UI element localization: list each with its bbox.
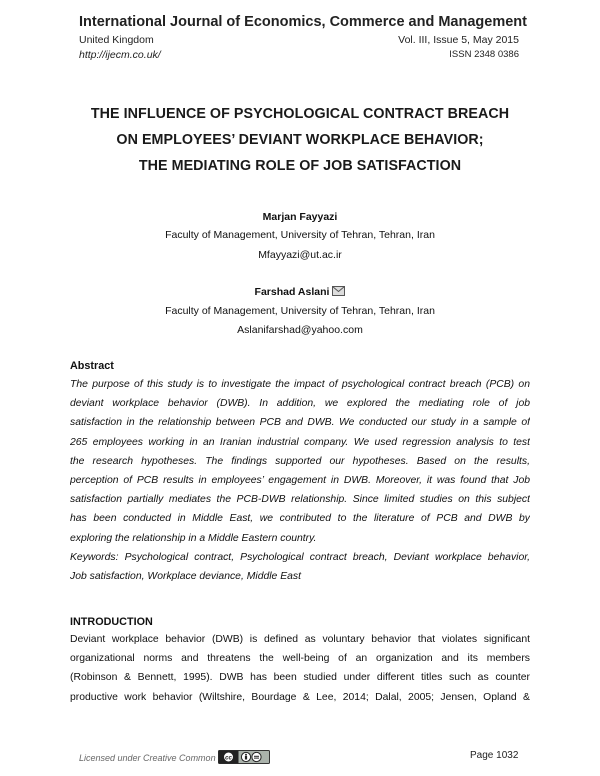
header-row-2 (79, 49, 519, 61)
license-text: Licensed under Creative Common (79, 753, 216, 763)
keywords-line: Keywords: Psychological contract, Psychological contract breach, Deviant workplace behavior, (70, 551, 530, 563)
author-email[interactable]: Aslanifarshad@yahoo.com (237, 324, 363, 336)
abstract-heading: Abstract (70, 360, 114, 372)
license-notice (79, 750, 270, 764)
abstract-line: satisfaction partially mediates the PCB-DWB relationship. Since limited studies on this subject (70, 494, 530, 506)
author-affiliation: Faculty of Management, University of Tehran, Tehran, Iran (165, 229, 435, 241)
journal-country: United Kingdom (79, 34, 154, 46)
abstract-line: exploring the relationship in a Middle Eastern country. (70, 532, 317, 544)
author-name: Farshad Aslani (254, 286, 330, 298)
paper-title-line-2: ON EMPLOYEES’ DEVIANT WORKPLACE BEHAVIOR; (116, 132, 484, 148)
introduction-line: productive work behavior (Wiltshire, Bourdage & Lee, 2014; Dalal, 2005; Jensen, Opland & (70, 691, 530, 703)
author-email[interactable]: Mfayyazi@ut.ac.ir (258, 249, 342, 261)
introduction-line: organizational norms and threatens the well-being of an organization and its members (70, 653, 530, 665)
abstract-line: has been conducted in Middle East, we contributed to the literature of PCB and DWB by (70, 513, 530, 525)
abstract-line: perception of PCB results in employees’ engagement in DWB. Moreover, it was found that Job (70, 474, 530, 486)
introduction-line: Deviant workplace behavior (DWB) is defined as voluntary behavior that violates significant (70, 634, 530, 645)
introduction-heading: INTRODUCTION (70, 616, 153, 628)
introduction-body (70, 630, 530, 707)
journal-url[interactable]: http://ijecm.co.uk/ (79, 49, 161, 61)
journal-volume: Vol. III, Issue 5, May 2015 (398, 34, 519, 46)
abstract-line: the research hypotheses. The findings supported our hypotheses. Based on the results, (70, 455, 530, 467)
abstract-body (70, 375, 530, 586)
envelope-icon[interactable] (332, 286, 345, 299)
paper-title-line-3: THE MEDIATING ROLE OF JOB SATISFACTION (138, 158, 462, 174)
author-name: Marjan Fayyazi (262, 211, 338, 223)
creative-commons-badge[interactable] (218, 750, 270, 764)
paper-title-line-1: THE INFLUENCE OF PSYCHOLOGICAL CONTRACT BREACH (90, 106, 510, 122)
author-affiliation: Faculty of Management, University of Tehran, Tehran, Iran (165, 305, 435, 317)
page-number: Page 1032 (470, 750, 519, 761)
abstract-line: 265 employees working in an Iranian industrial company. We used regression analysis to test (70, 436, 530, 448)
corresponding-author (0, 286, 600, 299)
keywords-line: Job satisfaction, Workplace deviance, Middle East (70, 570, 302, 582)
introduction-line: (Robinson & Bennett, 1995). DWB has been studied under different titles such as counter (70, 672, 530, 684)
abstract-line: The purpose of this study is to investigate the impact of psychological contract breach (PCB) on (70, 379, 530, 390)
journal-name: International Journal of Economics, Commerce and Management (79, 14, 527, 30)
svg-text:cc: cc (224, 755, 232, 762)
header-row-1 (79, 34, 519, 46)
journal-issn: ISSN 2348 0386 (449, 49, 519, 60)
abstract-line: deviant workplace behavior (DWB). In addition, we explored the mediating role of job (70, 398, 530, 410)
abstract-line: satisfaction in the relationship between PCB and DWB. We conducted our study in a sample of (70, 417, 530, 429)
